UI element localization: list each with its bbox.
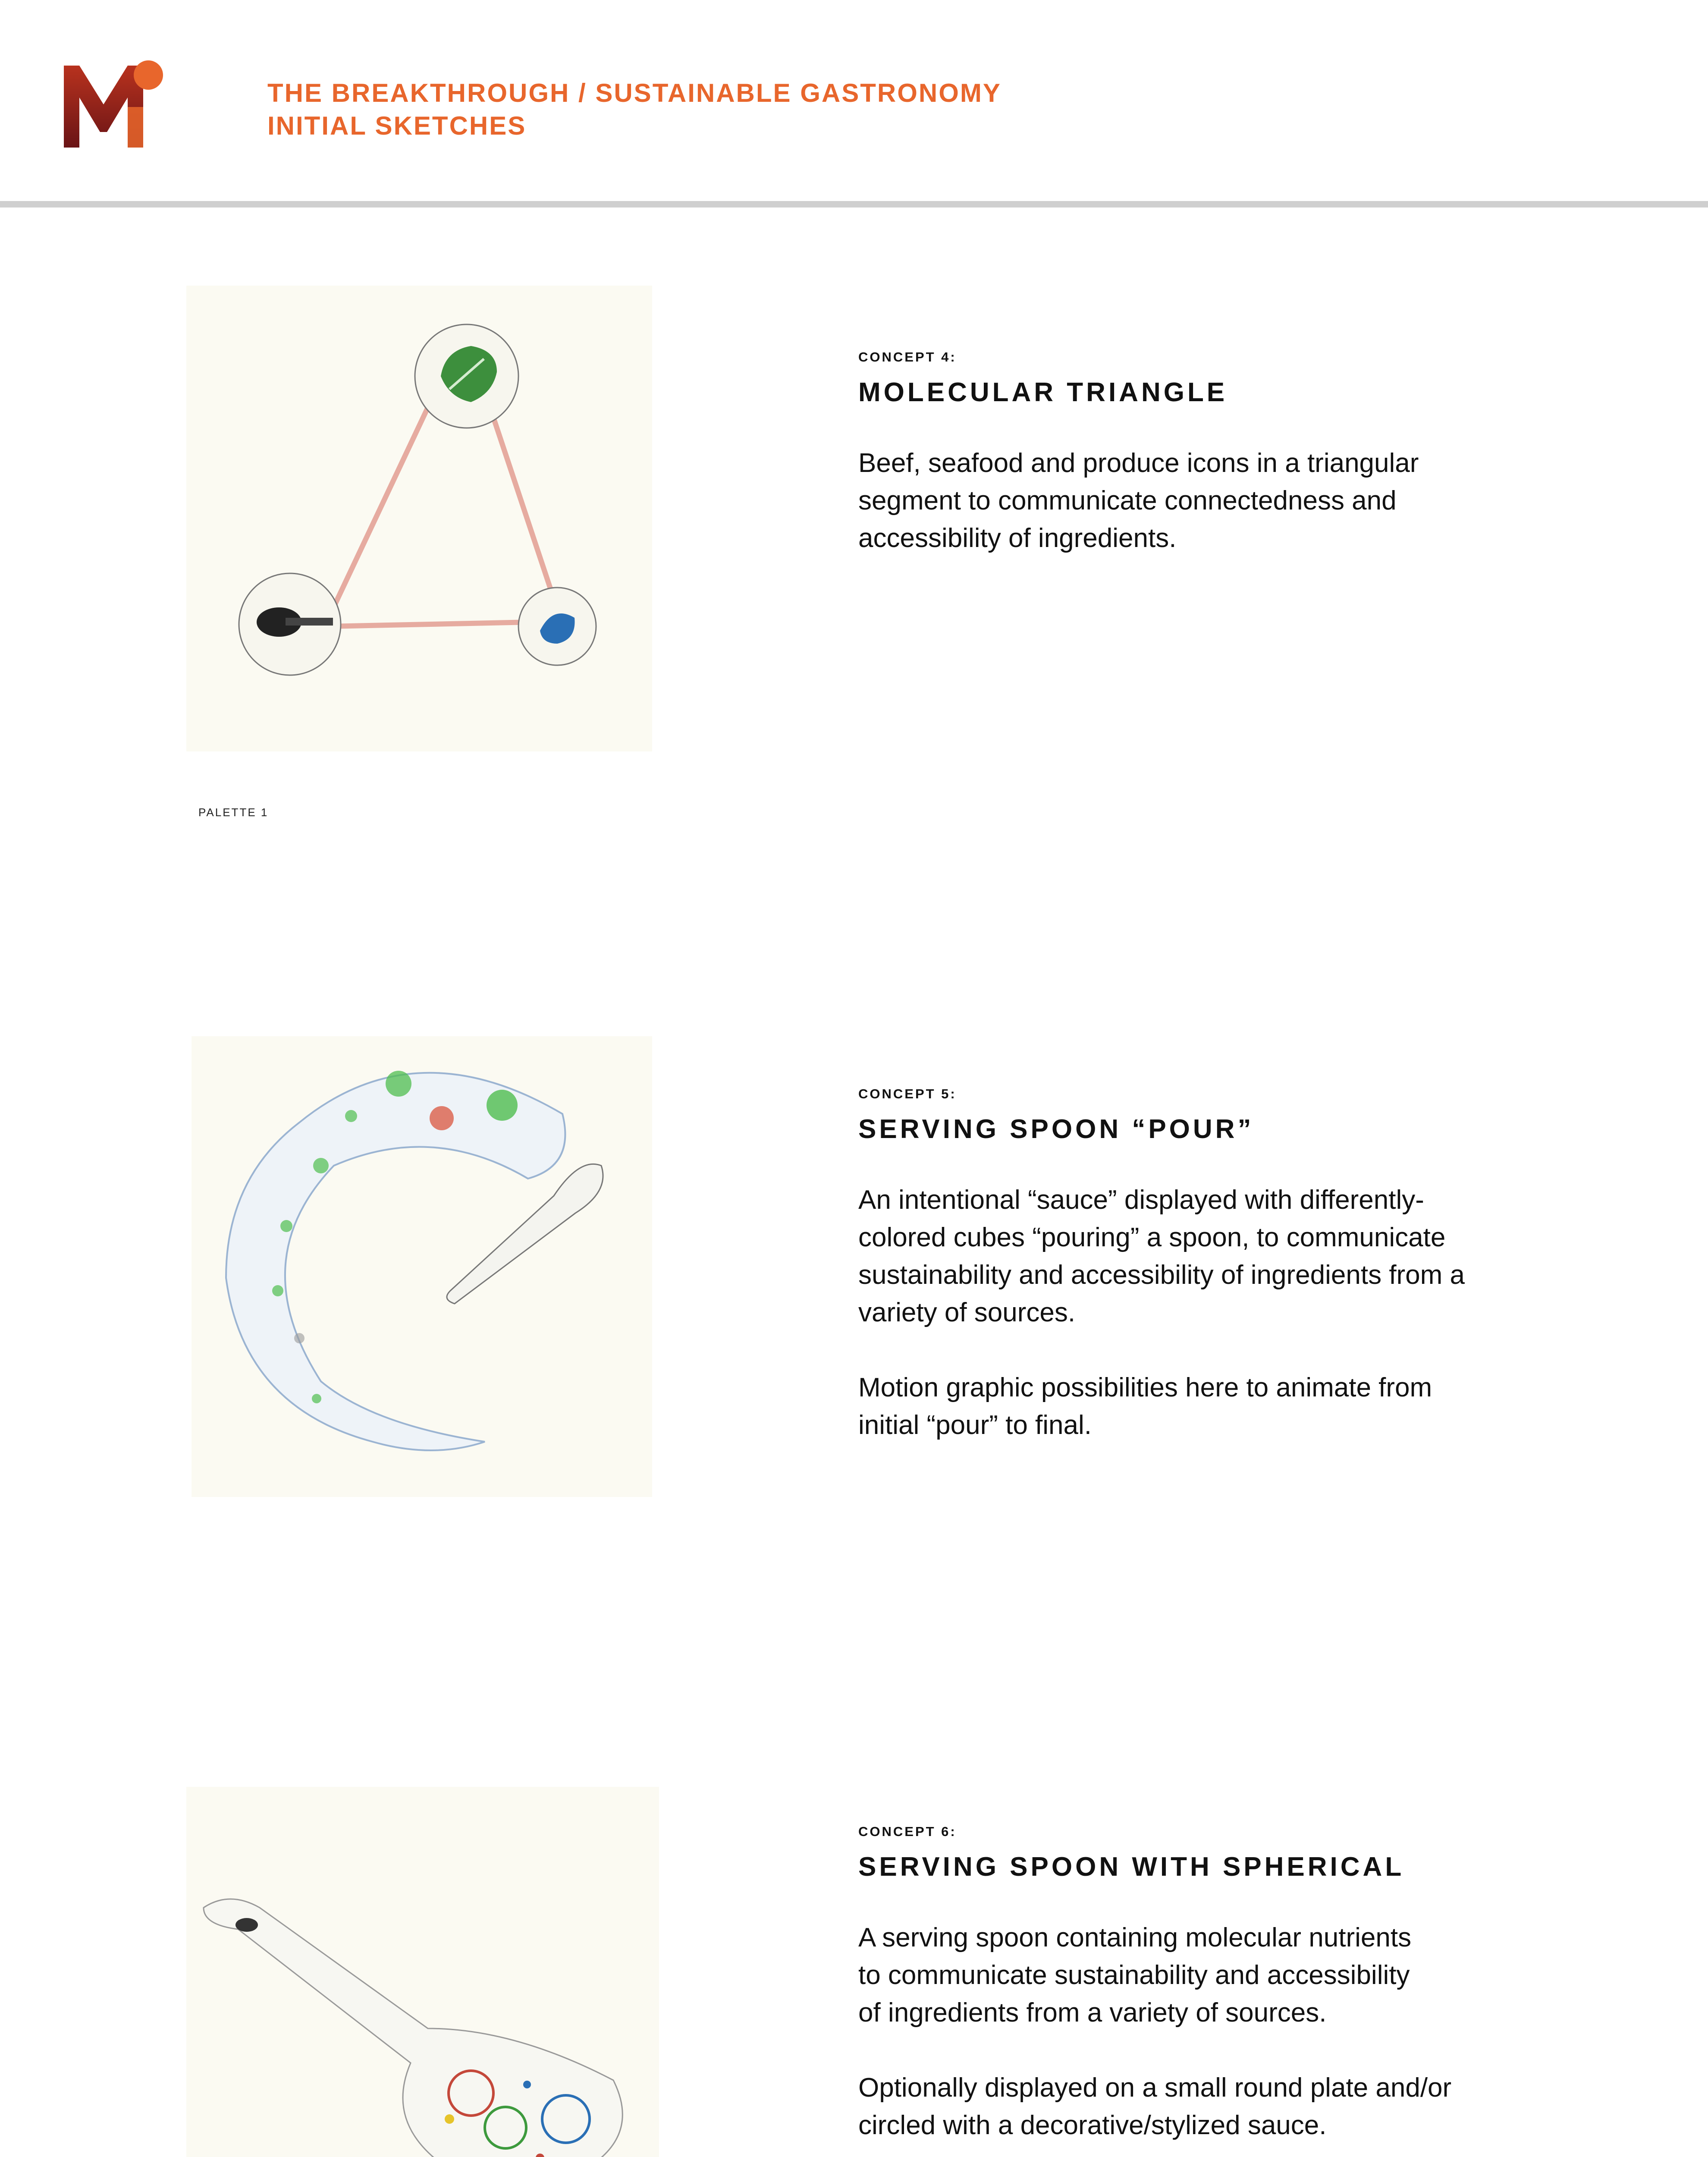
concept-title: SERVING SPOON “POUR” <box>858 1114 1254 1144</box>
sketch-molecular-triangle <box>186 286 652 751</box>
concept-label: CONCEPT 5: <box>858 1086 957 1101</box>
sketch-serving-spoon-spherical <box>186 1787 659 2157</box>
concept-label: CONCEPT 6: <box>858 1824 957 1839</box>
document-header <box>267 77 1002 142</box>
concept-5-text <box>858 1086 1566 1444</box>
concept-note: Motion graphic possibilities here to animate from initial “pour” to final. <box>858 1373 1432 1440</box>
concept-label: CONCEPT 4: <box>858 349 957 365</box>
brand-logo <box>64 60 164 150</box>
header-divider <box>0 201 1708 208</box>
sketch-serving-spoon-pour <box>192 1036 652 1497</box>
header-title: THE BREAKTHROUGH / SUSTAINABLE GASTRONOMY <box>267 79 1002 107</box>
concept-description: An intentional “sauce” displayed with differently- colored cubes “pouring” a spoon, to communicate sustainability and accessibility of ingredients from a variety of sources. <box>858 1185 1465 1327</box>
concept-6-text <box>858 1824 1566 2144</box>
sketch-caption: PALETTE 1 <box>198 806 269 819</box>
concept-description: Beef, seafood and produce icons in a triangular segment to communicate connectedness and accessibility of ingredients. <box>858 448 1419 553</box>
header-subtitle: INITIAL SKETCHES <box>267 111 527 140</box>
concept-description: A serving spoon containing molecular nutrients to communicate sustainability and accessibility of ingredients from a variety of sources. <box>858 1923 1412 2028</box>
concept-title: MOLECULAR TRIANGLE <box>858 377 1228 407</box>
concept-4-text <box>858 349 1566 557</box>
concept-note: Optionally displayed on a small round plate and/or circled with a decorative/stylized sauce. <box>858 2073 1452 2140</box>
concept-title: SERVING SPOON WITH SPHERICAL <box>858 1852 1405 1882</box>
